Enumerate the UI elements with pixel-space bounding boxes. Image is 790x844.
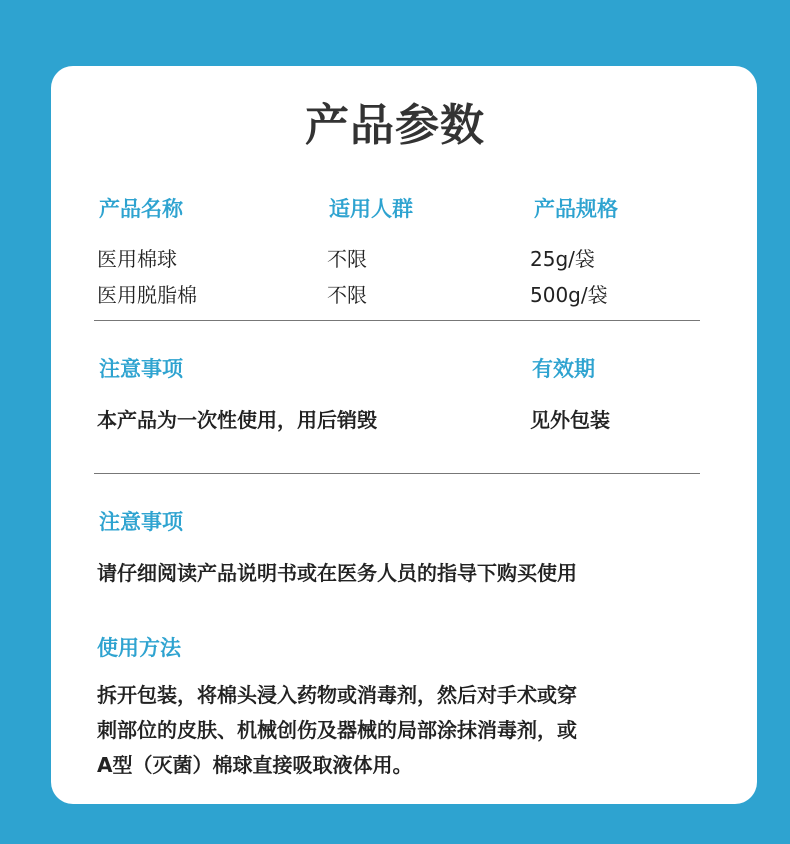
usage-label: 使用方法 — [97, 636, 181, 660]
table-row-2-spec: 500g/袋 — [530, 283, 608, 307]
header-target-group: 适用人群 — [329, 197, 413, 221]
expiry-value: 见外包装 — [530, 408, 610, 432]
usage-text — [97, 678, 697, 783]
expiry-label: 有效期 — [532, 357, 595, 381]
header-product-name: 产品名称 — [99, 197, 183, 221]
table-row-1-spec: 25g/袋 — [530, 247, 595, 271]
precautions-label: 注意事项 — [99, 357, 183, 381]
table-row-2-name: 医用脱脂棉 — [97, 283, 197, 307]
table-row-1-name: 医用棉球 — [97, 247, 177, 271]
usage-line-2: 刺部位的皮肤、机械创伤及器械的局部涂抹消毒剂，或 — [97, 718, 577, 742]
table-row-1-group: 不限 — [327, 247, 367, 271]
divider-1 — [94, 320, 700, 321]
table-row-2-group: 不限 — [327, 283, 367, 307]
header-product-spec: 产品规格 — [534, 197, 618, 221]
page-title: 产品参数 — [305, 100, 485, 151]
notice-label: 注意事项 — [99, 510, 183, 534]
usage-line-3: A型（灭菌）棉球直接吸取液体用。 — [97, 753, 413, 777]
notice-text: 请仔细阅读产品说明书或在医务人员的指导下购买使用 — [97, 561, 577, 585]
divider-2 — [94, 473, 700, 474]
precautions-value: 本产品为一次性使用，用后销毁 — [97, 408, 377, 432]
usage-line-1: 拆开包装，将棉头浸入药物或消毒剂，然后对手术或穿 — [97, 683, 577, 707]
